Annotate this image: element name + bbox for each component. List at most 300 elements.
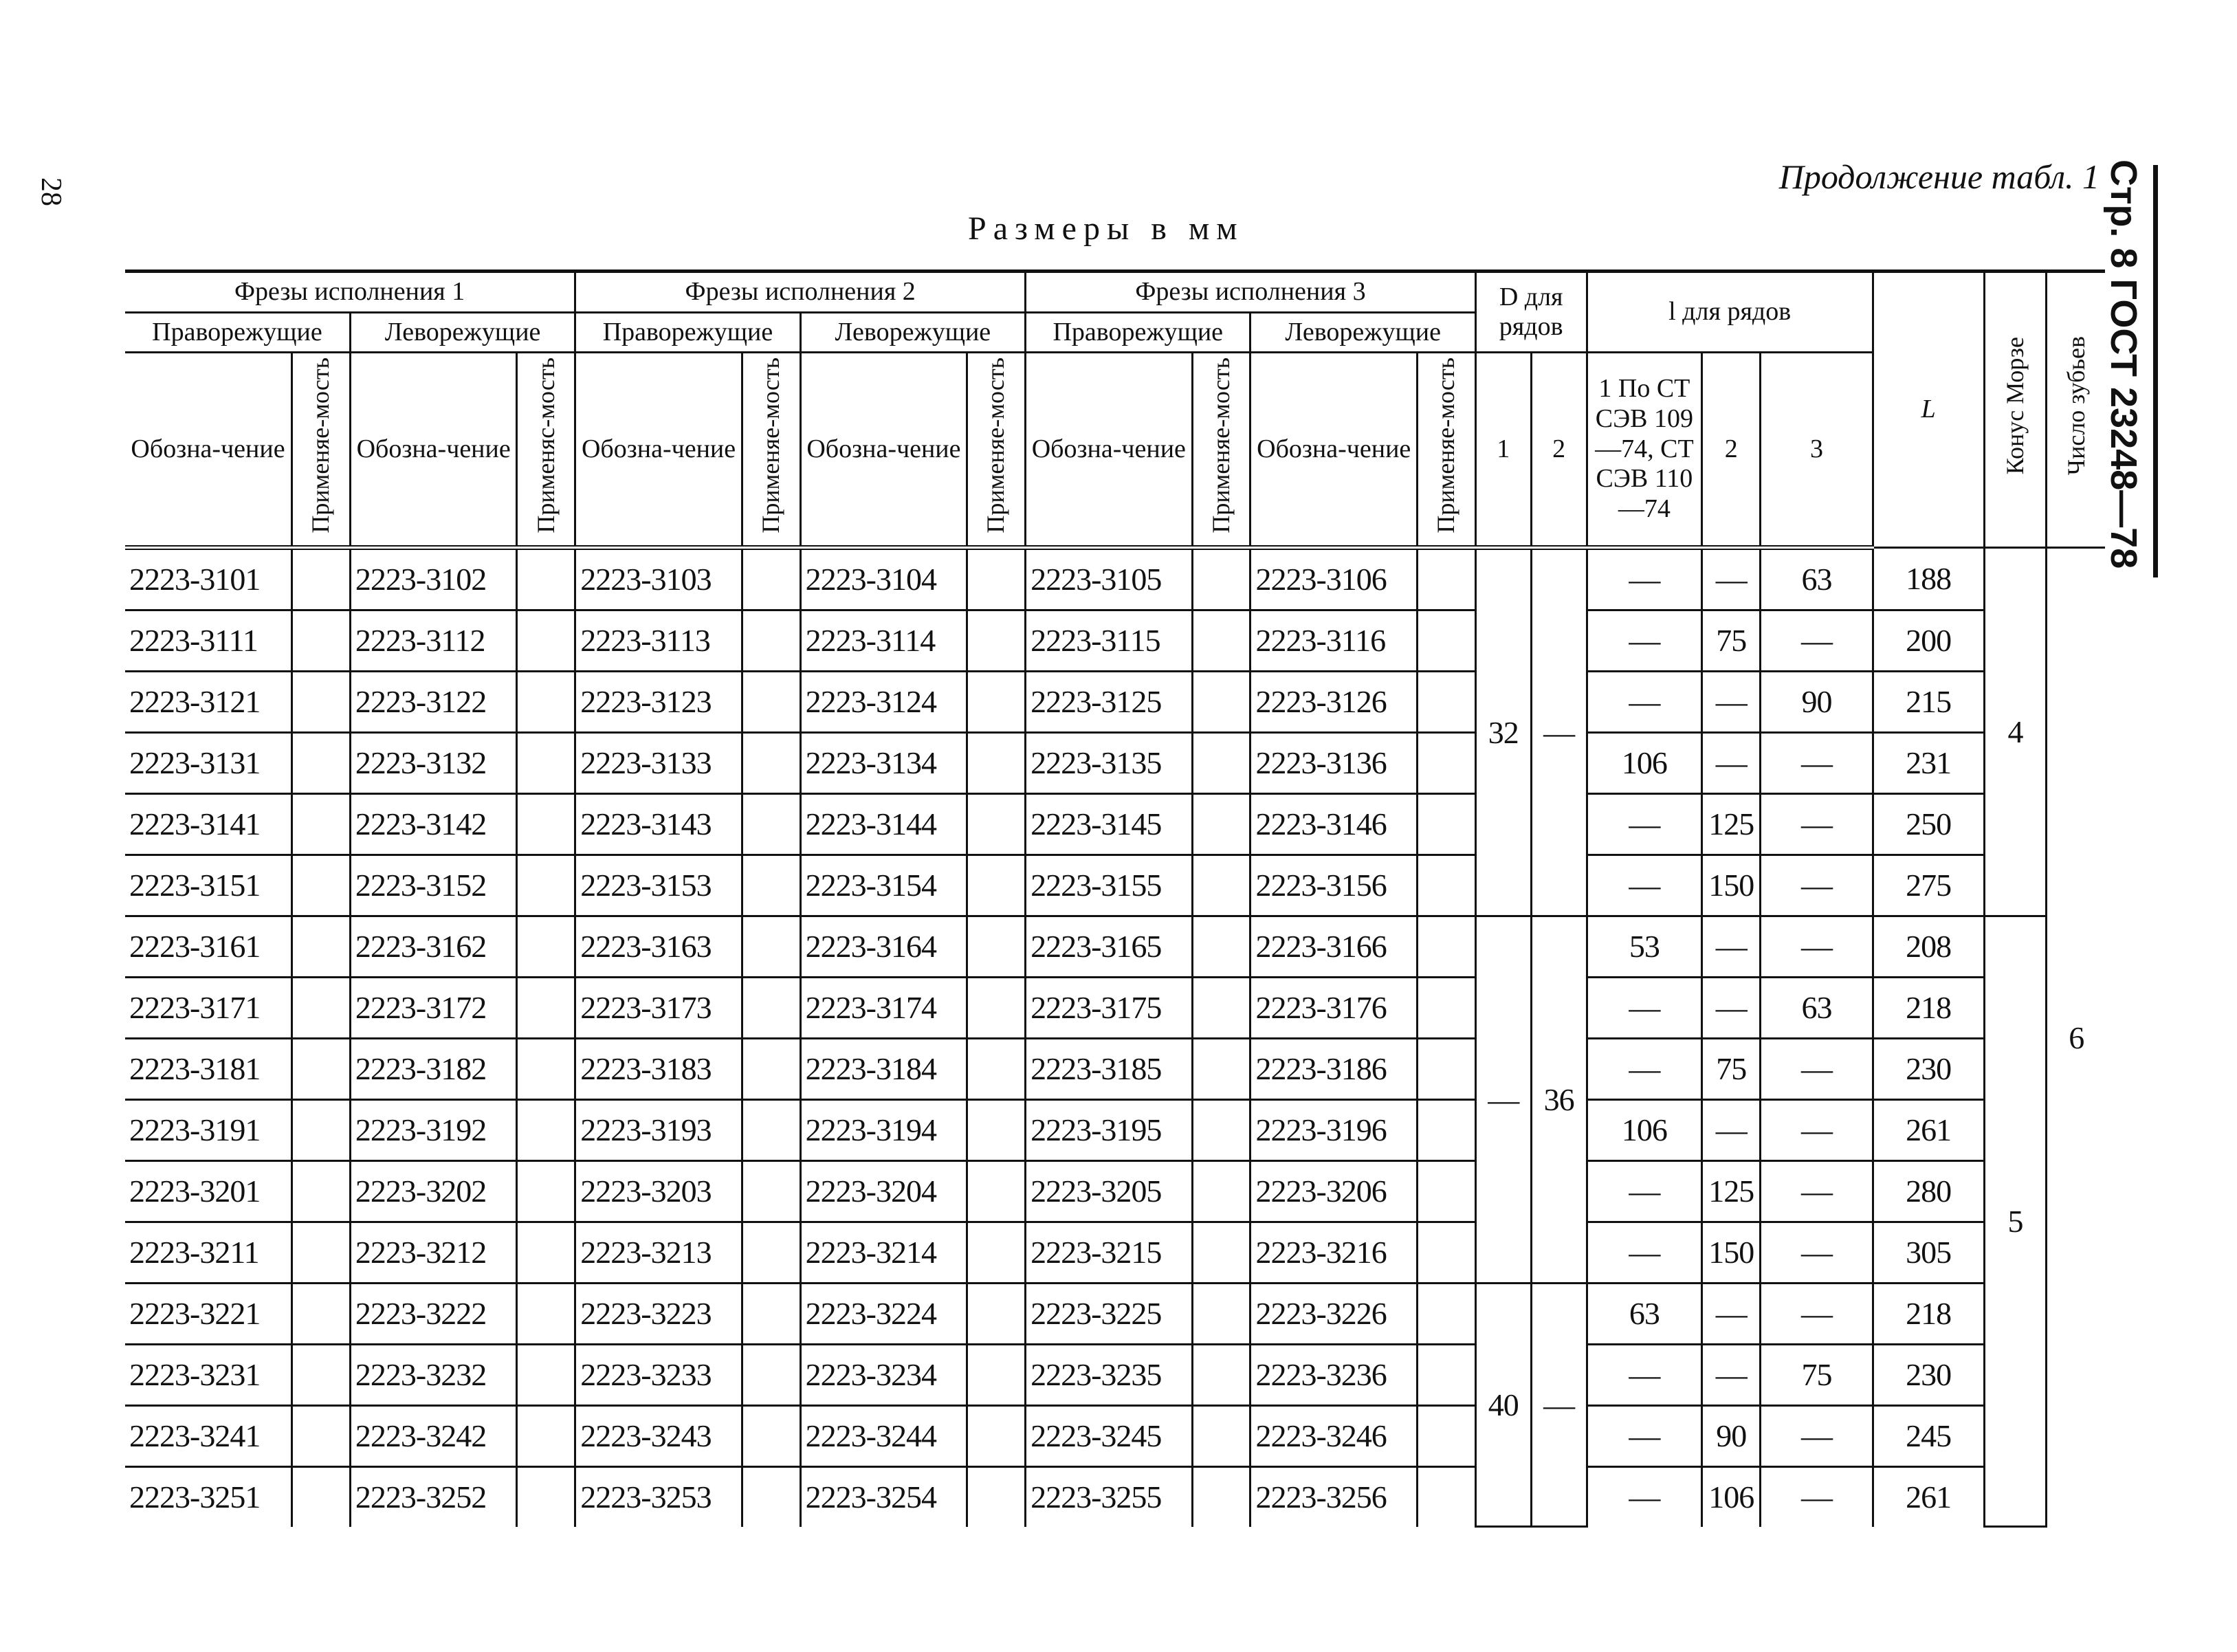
designation-cell: 2223-3184: [800, 1038, 967, 1099]
applicability-cell: [292, 1222, 351, 1283]
header-D-row-2: 2: [1531, 353, 1587, 547]
designation-cell: 2223-3254: [800, 1466, 967, 1527]
designation-cell: 2223-3116: [1250, 610, 1418, 671]
l-row-2-cell: 125: [1702, 793, 1761, 855]
applicability-cell: [742, 1283, 800, 1344]
applicability-cell: [1417, 916, 1475, 977]
continuation-caption: Продолжение табл. 1: [1778, 157, 2100, 196]
L-cell: 200: [1873, 610, 1984, 671]
table-row: [125, 1099, 2105, 1160]
designation-cell: 2223-3193: [575, 1099, 742, 1160]
header-applicability-text: Применяе-мость: [757, 357, 785, 533]
header-applicability: [517, 353, 575, 547]
applicability-cell: [742, 1344, 800, 1405]
designation-cell: 2223-3123: [575, 671, 742, 732]
applicability-cell: [742, 671, 800, 732]
l-row-2-cell: 106: [1702, 1466, 1761, 1527]
applicability-cell: [1417, 1283, 1475, 1344]
L-cell: 250: [1873, 793, 1984, 855]
designation-cell: 2223-3232: [350, 1344, 517, 1405]
applicability-cell: [517, 610, 575, 671]
L-cell: 261: [1873, 1466, 1984, 1527]
header-applicability-text: Применяс-мость: [531, 357, 560, 533]
applicability-cell: [292, 1099, 351, 1160]
morse-cell: 4: [1984, 547, 2047, 916]
applicability-cell: [742, 916, 800, 977]
designation-cell: 2223-3166: [1250, 916, 1418, 977]
l-row-2-cell: 90: [1702, 1405, 1761, 1466]
l-row-1-cell: —: [1587, 793, 1702, 855]
page-number: 28: [35, 177, 67, 206]
designation-cell: 2223-3225: [1026, 1283, 1193, 1344]
L-cell: 245: [1873, 1405, 1984, 1466]
header-D: D для рядов: [1475, 272, 1587, 353]
applicability-cell: [742, 1160, 800, 1222]
L-cell: 305: [1873, 1222, 1984, 1283]
designation-cell: 2223-3191: [125, 1099, 292, 1160]
table-row: [125, 977, 2105, 1038]
l-row-1-cell: 53: [1587, 916, 1702, 977]
applicability-cell: [1192, 547, 1250, 610]
applicability-cell: [742, 793, 800, 855]
l-row-2-cell: —: [1702, 1344, 1761, 1405]
l-row-1-cell: —: [1587, 1038, 1702, 1099]
designation-cell: 2223-3222: [350, 1283, 517, 1344]
table-row: [125, 1466, 2105, 1527]
l-row-1-cell: —: [1587, 1160, 1702, 1222]
designation-cell: 2223-3141: [125, 793, 292, 855]
applicability-cell: [1417, 732, 1475, 793]
applicability-cell: [967, 1099, 1026, 1160]
designation-cell: 2223-3226: [1250, 1283, 1418, 1344]
applicability-cell: [517, 1099, 575, 1160]
table-row: [125, 610, 2105, 671]
designation-cell: 2223-3186: [1250, 1038, 1418, 1099]
D-row-2-cell: 36: [1531, 916, 1587, 1283]
header-applicability: [1417, 353, 1475, 547]
applicability-cell: [967, 793, 1026, 855]
designation-cell: 2223-3235: [1026, 1344, 1193, 1405]
applicability-cell: [967, 1222, 1026, 1283]
l-row-3-cell: 90: [1761, 671, 1873, 732]
l-row-3-cell: 63: [1761, 547, 1873, 610]
designation-cell: 2223-3112: [350, 610, 517, 671]
applicability-cell: [292, 610, 351, 671]
applicability-cell: [1417, 977, 1475, 1038]
designation-cell: 2223-3174: [800, 977, 967, 1038]
designation-cell: 2223-3145: [1026, 793, 1193, 855]
applicability-cell: [1417, 610, 1475, 671]
designation-cell: 2223-3131: [125, 732, 292, 793]
applicability-cell: [517, 1405, 575, 1466]
designation-cell: 2223-3114: [800, 610, 967, 671]
applicability-cell: [517, 1283, 575, 1344]
applicability-cell: [742, 977, 800, 1038]
applicability-cell: [517, 855, 575, 916]
designation-cell: 2223-3215: [1026, 1222, 1193, 1283]
applicability-cell: [1192, 1160, 1250, 1222]
applicability-cell: [967, 1344, 1026, 1405]
L-cell: 230: [1873, 1344, 1984, 1405]
applicability-cell: [292, 793, 351, 855]
designation-cell: 2223-3181: [125, 1038, 292, 1099]
designation-cell: 2223-3234: [800, 1344, 967, 1405]
designation-cell: 2223-3122: [350, 671, 517, 732]
designation-cell: 2223-3216: [1250, 1222, 1418, 1283]
designation-cell: 2223-3162: [350, 916, 517, 977]
side-rule: [2153, 165, 2158, 577]
L-cell: 188: [1873, 547, 1984, 610]
applicability-cell: [1417, 547, 1475, 610]
header-left-2: Леворежущие: [800, 312, 1025, 353]
designation-cell: 2223-3194: [800, 1099, 967, 1160]
designation-cell: 2223-3146: [1250, 793, 1418, 855]
designation-cell: 2223-3204: [800, 1160, 967, 1222]
applicability-cell: [292, 1344, 351, 1405]
designation-cell: 2223-3212: [350, 1222, 517, 1283]
header-l-row-3: 3: [1761, 353, 1873, 547]
designation-cell: 2223-3125: [1026, 671, 1193, 732]
designation-cell: 2223-3172: [350, 977, 517, 1038]
designation-cell: 2223-3124: [800, 671, 967, 732]
applicability-cell: [1192, 1222, 1250, 1283]
l-row-2-cell: 75: [1702, 1038, 1761, 1099]
designation-cell: 2223-3241: [125, 1405, 292, 1466]
l-row-3-cell: —: [1761, 916, 1873, 977]
designation-cell: 2223-3142: [350, 793, 517, 855]
l-row-3-cell: —: [1761, 1160, 1873, 1222]
table-row: [125, 1038, 2105, 1099]
applicability-cell: [967, 1038, 1026, 1099]
applicability-cell: [1417, 1160, 1475, 1222]
applicability-cell: [1417, 855, 1475, 916]
l-row-1-cell: —: [1587, 610, 1702, 671]
l-row-1-cell: —: [1587, 1466, 1702, 1527]
designation-cell: 2223-3111: [125, 610, 292, 671]
header-right-1: Праворежущие: [125, 312, 350, 353]
applicability-cell: [1192, 1283, 1250, 1344]
designation-cell: 2223-3103: [575, 547, 742, 610]
header-teeth-text: Число зубьев: [2062, 336, 2090, 476]
applicability-cell: [517, 1160, 575, 1222]
header-designation: Обозна-чение: [800, 353, 967, 547]
applicability-cell: [1192, 1344, 1250, 1405]
l-row-1-cell: 106: [1587, 1099, 1702, 1160]
designation-cell: 2223-3246: [1250, 1405, 1418, 1466]
header-right-3: Праворежущие: [1026, 312, 1250, 353]
header-applicability: [1192, 353, 1250, 547]
table-row: [125, 1160, 2105, 1222]
l-row-2-cell: —: [1702, 977, 1761, 1038]
l-row-3-cell: —: [1761, 1283, 1873, 1344]
header-right-2: Праворежущие: [575, 312, 800, 353]
applicability-cell: [1417, 1038, 1475, 1099]
designation-cell: 2223-3244: [800, 1405, 967, 1466]
designation-cell: 2223-3253: [575, 1466, 742, 1527]
applicability-cell: [742, 610, 800, 671]
applicability-cell: [1417, 1222, 1475, 1283]
header-left-1: Леворежущие: [350, 312, 575, 353]
designation-cell: 2223-3205: [1026, 1160, 1193, 1222]
l-row-1-cell: —: [1587, 977, 1702, 1038]
cutters-table: [125, 269, 2105, 1528]
applicability-cell: [1417, 1099, 1475, 1160]
l-row-3-cell: —: [1761, 1466, 1873, 1527]
applicability-cell: [292, 1038, 351, 1099]
L-cell: 218: [1873, 977, 1984, 1038]
side-header: Стр. 8 ГОСТ 23248—78: [2103, 159, 2144, 569]
designation-cell: 2223-3121: [125, 671, 292, 732]
applicability-cell: [1417, 1344, 1475, 1405]
applicability-cell: [292, 1160, 351, 1222]
designation-cell: 2223-3183: [575, 1038, 742, 1099]
applicability-cell: [1192, 610, 1250, 671]
header-morse-text: Конус Морзе: [2001, 337, 2029, 475]
designation-cell: 2223-3223: [575, 1283, 742, 1344]
table-body: [125, 547, 2105, 1527]
applicability-cell: [1417, 671, 1475, 732]
header-designation: Обозна-чение: [125, 353, 292, 547]
header-l-row-2: 2: [1702, 353, 1761, 547]
applicability-cell: [292, 671, 351, 732]
header-group-3: Фрезы исполнения 3: [1026, 272, 1476, 313]
D-row-1-cell: 40: [1475, 1283, 1531, 1527]
designation-cell: 2223-3105: [1026, 547, 1193, 610]
table-row: [125, 855, 2105, 916]
l-row-2-cell: —: [1702, 1099, 1761, 1160]
designation-cell: 2223-3256: [1250, 1466, 1418, 1527]
l-row-1-cell: 106: [1587, 732, 1702, 793]
table-row: [125, 1405, 2105, 1466]
l-row-2-cell: 150: [1702, 855, 1761, 916]
l-row-1-cell: —: [1587, 1222, 1702, 1283]
applicability-cell: [517, 671, 575, 732]
designation-cell: 2223-3164: [800, 916, 967, 977]
designation-cell: 2223-3135: [1026, 732, 1193, 793]
applicability-cell: [292, 855, 351, 916]
designation-cell: 2223-3182: [350, 1038, 517, 1099]
designation-cell: 2223-3171: [125, 977, 292, 1038]
applicability-cell: [1192, 1405, 1250, 1466]
l-row-1-cell: —: [1587, 1344, 1702, 1405]
designation-cell: 2223-3161: [125, 916, 292, 977]
header-designation: Обозна-чение: [1250, 353, 1418, 547]
applicability-cell: [742, 1466, 800, 1527]
D-row-1-cell: —: [1475, 916, 1531, 1283]
L-cell: 208: [1873, 916, 1984, 977]
designation-cell: 2223-3206: [1250, 1160, 1418, 1222]
applicability-cell: [517, 1038, 575, 1099]
designation-cell: 2223-3213: [575, 1222, 742, 1283]
applicability-cell: [517, 916, 575, 977]
designation-cell: 2223-3132: [350, 732, 517, 793]
designation-cell: 2223-3195: [1026, 1099, 1193, 1160]
designation-cell: 2223-3144: [800, 793, 967, 855]
D-row-2-cell: —: [1531, 547, 1587, 916]
designation-cell: 2223-3251: [129, 1479, 261, 1515]
header-left-3: Леворежущие: [1250, 312, 1475, 353]
applicability-cell: [967, 1405, 1026, 1466]
applicability-cell: [967, 732, 1026, 793]
header-applicability-text: Применяе-мость: [1206, 357, 1235, 533]
table-row: [125, 793, 2105, 855]
applicability-cell: [1417, 1466, 1475, 1527]
l-row-3-cell: 75: [1761, 1344, 1873, 1405]
designation-cell: 2223-3231: [125, 1344, 292, 1405]
designation-cell: 2223-3221: [125, 1283, 292, 1344]
applicability-cell: [742, 1222, 800, 1283]
applicability-cell: [742, 547, 800, 610]
applicability-cell: [292, 916, 351, 977]
header-applicability-text: Применяе-мость: [1432, 357, 1460, 533]
applicability-cell: [517, 547, 575, 610]
header-applicability-text: Применяе-мость: [982, 357, 1010, 533]
applicability-cell: [967, 977, 1026, 1038]
applicability-cell: [1192, 916, 1250, 977]
applicability-cell: [292, 547, 351, 610]
applicability-cell: [967, 671, 1026, 732]
applicability-cell: [1192, 1466, 1250, 1527]
applicability-cell: [742, 1099, 800, 1160]
designation-cell: 2223-3224: [800, 1283, 967, 1344]
designation-cell: 2223-3156: [1250, 855, 1418, 916]
l-row-3-cell: —: [1761, 732, 1873, 793]
applicability-cell: [1417, 793, 1475, 855]
designation-cell: 2223-3163: [575, 916, 742, 977]
morse-cell: 5: [1984, 916, 2047, 1527]
applicability-cell: [292, 1405, 351, 1466]
l-row-2-cell: 75: [1702, 610, 1761, 671]
designation-cell: 2223-3155: [1026, 855, 1193, 916]
table-row: [125, 547, 2105, 610]
l-row-2-cell: 125: [1702, 1160, 1761, 1222]
l-row-1-cell: —: [1587, 855, 1702, 916]
designation-cell: 2223-3175: [1026, 977, 1193, 1038]
header-applicability: [967, 353, 1026, 547]
L-cell: 231: [1873, 732, 1984, 793]
D-row-1-cell: 32: [1475, 547, 1531, 916]
designation-cell: 2223-3202: [350, 1160, 517, 1222]
header-teeth: [2047, 272, 2105, 548]
L-cell: 275: [1873, 855, 1984, 916]
designation-cell: 2223-3134: [800, 732, 967, 793]
header-morse: [1984, 272, 2047, 548]
designation-cell: 2223-3242: [350, 1405, 517, 1466]
header-group-2: Фрезы исполнения 2: [575, 272, 1026, 313]
applicability-cell: [742, 1038, 800, 1099]
l-row-2-cell: —: [1702, 732, 1761, 793]
l-row-1-cell: —: [1587, 671, 1702, 732]
header-l-row-1: 1 По СТ СЭВ 109—74, СТ СЭВ 110—74: [1587, 353, 1702, 547]
units-caption: Размеры в мм: [968, 210, 1244, 247]
designation-cell: 2223-3236: [1250, 1344, 1418, 1405]
designation-cell: 2223-3233: [575, 1344, 742, 1405]
applicability-cell: [517, 977, 575, 1038]
l-row-3-cell: —: [1761, 1405, 1873, 1466]
applicability-cell: [967, 855, 1026, 916]
l-row-3-cell: —: [1761, 1099, 1873, 1160]
applicability-cell: [517, 732, 575, 793]
applicability-cell: [1192, 732, 1250, 793]
designation-cell: 2223-3214: [800, 1222, 967, 1283]
l-row-3-cell: 63: [1761, 977, 1873, 1038]
designation-cell: 2223-3203: [575, 1160, 742, 1222]
designation-cell: 2223-3211: [125, 1222, 292, 1283]
l-row-1-cell: 63: [1587, 1283, 1702, 1344]
table-row: [125, 671, 2105, 732]
applicability-cell: [292, 1283, 351, 1344]
l-row-2-cell: —: [1702, 671, 1761, 732]
l-row-3-cell: —: [1761, 793, 1873, 855]
D-row-2-cell: —: [1531, 1283, 1587, 1527]
applicability-cell: [742, 855, 800, 916]
header-l: l для рядов: [1587, 272, 1873, 353]
applicability-cell: [292, 732, 351, 793]
applicability-cell: [967, 610, 1026, 671]
header-applicability-text: Применяе-мость: [307, 357, 335, 533]
table-row: [125, 732, 2105, 793]
designation-cell: 2223-3176: [1250, 977, 1418, 1038]
designation-cell: 2223-3255: [1026, 1466, 1193, 1527]
table-row: [125, 1222, 2105, 1283]
designation-cell: 2223-3165: [1026, 916, 1193, 977]
applicability-cell: [1192, 855, 1250, 916]
table-row: [125, 1283, 2105, 1344]
header-group-1: Фрезы исполнения 1: [125, 272, 575, 313]
applicability-cell: [967, 1283, 1026, 1344]
designation-cell: 2223-3154: [800, 855, 967, 916]
applicability-cell: [1192, 1099, 1250, 1160]
applicability-cell: [967, 916, 1026, 977]
header-designation: Обозна-чение: [575, 353, 742, 547]
designation-cell: 2223-3201: [125, 1160, 292, 1222]
designation-cell: 2223-3196: [1250, 1099, 1418, 1160]
designation-cell: 2223-3152: [350, 855, 517, 916]
designation-cell: 2223-3106: [1250, 547, 1418, 610]
designation-cell: 2223-3192: [350, 1099, 517, 1160]
L-cell: 280: [1873, 1160, 1984, 1222]
applicability-cell: [1192, 793, 1250, 855]
l-row-3-cell: —: [1761, 855, 1873, 916]
designation-cell: 2223-3243: [575, 1405, 742, 1466]
applicability-cell: [967, 547, 1026, 610]
L-cell: 230: [1873, 1038, 1984, 1099]
applicability-cell: [1417, 1405, 1475, 1466]
header-designation: Обозна-чение: [350, 353, 517, 547]
designation-cell: 2223-3102: [350, 547, 517, 610]
applicability-cell: [517, 1344, 575, 1405]
designation-cell: 2223-3104: [800, 547, 967, 610]
applicability-cell: [517, 1466, 575, 1527]
applicability-cell: [292, 1466, 351, 1527]
designation-cell: 2223-3173: [575, 977, 742, 1038]
L-cell: 218: [1873, 1283, 1984, 1344]
l-row-2-cell: —: [1702, 547, 1761, 610]
applicability-cell: [1192, 1038, 1250, 1099]
designation-cell: 2223-3101: [125, 547, 292, 610]
designation-cell: 2223-3133: [575, 732, 742, 793]
applicability-cell: [517, 1222, 575, 1283]
designation-cell: 2223-3113: [575, 610, 742, 671]
applicability-cell: [1192, 977, 1250, 1038]
teeth-cell: 6: [2047, 547, 2105, 1527]
designation-cell: 2223-3136: [1250, 732, 1418, 793]
designation-cell: 2223-3151: [125, 855, 292, 916]
l-row-1-cell: —: [1587, 547, 1702, 610]
header-applicability: [292, 353, 351, 547]
applicability-cell: [292, 977, 351, 1038]
table-row: [125, 916, 2105, 977]
